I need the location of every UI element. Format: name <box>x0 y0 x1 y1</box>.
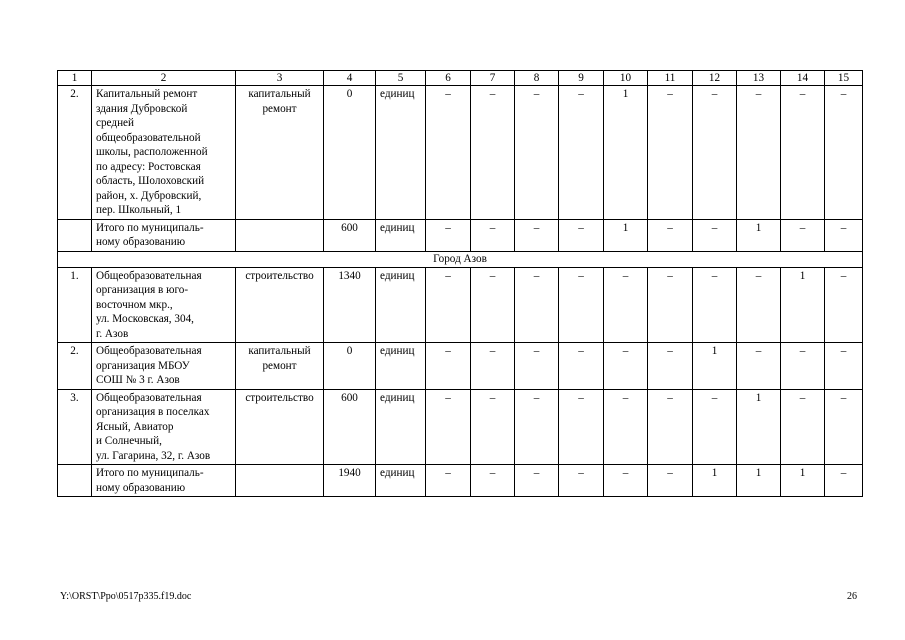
year-value-cell: – <box>648 465 693 497</box>
year-value-cell: – <box>559 343 604 390</box>
work-type-line: строительство <box>245 269 314 282</box>
capacity-value: 0 <box>324 343 376 390</box>
object-name-line: организация в поселках <box>96 406 210 418</box>
column-header: 7 <box>471 71 515 86</box>
year-value-cell: – <box>781 389 825 465</box>
capacity-value: 600 <box>324 219 376 251</box>
unit-cell: единиц <box>376 465 426 497</box>
column-header: 6 <box>426 71 471 86</box>
year-value-cell: – <box>426 465 471 497</box>
object-name-line: пер. Школьный, 1 <box>96 204 182 216</box>
unit-cell: единиц <box>376 267 426 343</box>
year-value-cell: 1 <box>737 219 781 251</box>
unit-cell: единиц <box>376 219 426 251</box>
object-name-line: по адресу: Ростовская <box>96 160 201 173</box>
capacity-value: 0 <box>324 86 376 220</box>
work-type-line: капитальный <box>248 88 311 100</box>
header-row <box>58 71 863 86</box>
object-name-line: Общеобразовательная <box>96 345 202 357</box>
row-number <box>58 465 92 497</box>
column-header: 8 <box>515 71 559 86</box>
year-value-cell: – <box>426 389 471 465</box>
column-header: 1 <box>58 71 92 86</box>
column-header: 5 <box>376 71 426 86</box>
work-type-line: ремонт <box>262 102 297 115</box>
unit-cell: единиц <box>376 389 426 465</box>
object-name <box>92 267 236 343</box>
year-value-cell: – <box>648 343 693 390</box>
object-name-line: СОШ № 3 г. Азов <box>96 374 180 386</box>
unit-cell: единиц <box>376 86 426 220</box>
object-name-line: Ясный, Авиатор <box>96 420 174 433</box>
column-header: 9 <box>559 71 604 86</box>
object-name-line: ному образованию <box>96 236 186 248</box>
object-name-line: ул. Московская, 304, <box>96 313 194 325</box>
year-value-cell: – <box>426 267 471 343</box>
column-header: 15 <box>825 71 863 86</box>
year-value-cell: – <box>471 219 515 251</box>
year-value-cell: 1 <box>693 343 737 390</box>
year-value-cell: – <box>737 267 781 343</box>
work-type <box>236 219 324 251</box>
year-value-cell: – <box>737 86 781 220</box>
object-name-line: Общеобразовательная <box>96 269 202 282</box>
year-value-cell: – <box>693 86 737 220</box>
row-number: 3. <box>58 389 92 465</box>
work-type-line: строительство <box>245 391 314 404</box>
work-type <box>236 389 324 465</box>
year-value-cell: – <box>781 86 825 220</box>
object-name-line: организация МБОУ <box>96 359 190 372</box>
object-name-line: ул. Гагарина, 32, г. Азов <box>96 449 211 462</box>
column-header: 13 <box>737 71 781 86</box>
year-value-cell: – <box>515 267 559 343</box>
year-value-cell: – <box>604 343 648 390</box>
year-value-cell: – <box>559 465 604 497</box>
year-value-cell: – <box>648 389 693 465</box>
footer-file-path: Y:\ORST\Ppo\0517p335.f19.doc <box>60 591 192 602</box>
row-number: 2. <box>58 86 92 220</box>
object-name-line: школы, расположенной <box>96 146 208 158</box>
object-name <box>92 86 236 220</box>
year-value-cell: – <box>426 343 471 390</box>
object-name-line: здания Дубровской <box>96 102 188 115</box>
object-name-line: Капитальный ремонт <box>96 88 198 100</box>
row-number: 1. <box>58 267 92 343</box>
year-value-cell: 1 <box>737 389 781 465</box>
table-row <box>58 267 863 343</box>
year-value-cell: – <box>471 465 515 497</box>
table-row <box>58 389 863 465</box>
table-row <box>58 465 863 497</box>
work-type-line: ремонт <box>262 359 297 372</box>
unit-cell: единиц <box>376 343 426 390</box>
year-value-cell: – <box>781 343 825 390</box>
column-header: 11 <box>648 71 693 86</box>
capacity-value: 1340 <box>324 267 376 343</box>
column-header: 2 <box>92 71 236 86</box>
work-type <box>236 465 324 497</box>
year-value-cell: – <box>781 219 825 251</box>
year-value-cell: – <box>825 86 863 220</box>
year-value-cell: – <box>604 267 648 343</box>
year-value-cell: – <box>648 86 693 220</box>
footer-page-number: 26 <box>847 591 857 602</box>
column-header: 10 <box>604 71 648 86</box>
year-value-cell: – <box>825 219 863 251</box>
year-value-cell: – <box>604 465 648 497</box>
year-value-cell: – <box>693 267 737 343</box>
year-value-cell: 1 <box>604 86 648 220</box>
year-value-cell: – <box>559 389 604 465</box>
object-name-line: Общеобразовательная <box>96 391 202 404</box>
row-number <box>58 219 92 251</box>
year-value-cell: – <box>825 465 863 497</box>
year-value-cell: – <box>825 343 863 390</box>
object-name <box>92 465 236 497</box>
object-name-line: восточном мкр., <box>96 298 173 311</box>
object-name <box>92 219 236 251</box>
object-name-line: г. Азов <box>96 327 129 340</box>
capacity-value: 600 <box>324 389 376 465</box>
object-name-line: организация в юго- <box>96 284 189 296</box>
year-value-cell: – <box>515 86 559 220</box>
year-value-cell: – <box>471 343 515 390</box>
year-value-cell: – <box>559 267 604 343</box>
object-name-line: область, Шолоховский <box>96 175 205 187</box>
work-type <box>236 86 324 220</box>
year-value-cell: 1 <box>781 267 825 343</box>
work-type <box>236 267 324 343</box>
year-value-cell: – <box>471 267 515 343</box>
document-table <box>57 70 863 497</box>
object-name-line: Итого по муниципаль- <box>96 221 204 234</box>
year-value-cell: – <box>693 219 737 251</box>
year-value-cell: – <box>737 343 781 390</box>
object-name-line: Итого по муниципаль- <box>96 467 204 479</box>
year-value-cell: – <box>825 389 863 465</box>
work-type-line: капитальный <box>248 345 311 357</box>
object-name <box>92 389 236 465</box>
table-row <box>58 219 863 251</box>
column-header: 14 <box>781 71 825 86</box>
row-number: 2. <box>58 343 92 390</box>
year-value-cell: – <box>693 389 737 465</box>
year-value-cell: – <box>515 389 559 465</box>
year-value-cell: – <box>471 389 515 465</box>
object-name-line: средней <box>96 117 135 129</box>
year-value-cell: – <box>471 86 515 220</box>
year-value-cell: – <box>515 343 559 390</box>
year-value-cell: – <box>426 86 471 220</box>
year-value-cell: – <box>648 267 693 343</box>
year-value-cell: – <box>648 219 693 251</box>
year-value-cell: 1 <box>693 465 737 497</box>
column-header: 3 <box>236 71 324 86</box>
year-value-cell: 1 <box>781 465 825 497</box>
object-name-line: район, х. Дубровский, <box>96 189 202 202</box>
year-value-cell: 1 <box>604 219 648 251</box>
year-value-cell: 1 <box>737 465 781 497</box>
object-name-line: ному образованию <box>96 481 186 494</box>
section-row <box>58 251 863 267</box>
year-value-cell: – <box>559 219 604 251</box>
object-name-line: общеобразовательной <box>96 131 201 144</box>
column-header: 4 <box>324 71 376 86</box>
year-value-cell: – <box>825 267 863 343</box>
work-type <box>236 343 324 390</box>
capacity-value: 1940 <box>324 465 376 497</box>
object-name-line: и Солнечный, <box>96 435 162 447</box>
year-value-cell: – <box>559 86 604 220</box>
section-title: Город Азов <box>58 251 863 267</box>
year-value-cell: – <box>515 219 559 251</box>
table-row <box>58 343 863 390</box>
table-row <box>58 86 863 220</box>
object-name <box>92 343 236 390</box>
column-header: 12 <box>693 71 737 86</box>
year-value-cell: – <box>604 389 648 465</box>
year-value-cell: – <box>426 219 471 251</box>
year-value-cell: – <box>515 465 559 497</box>
